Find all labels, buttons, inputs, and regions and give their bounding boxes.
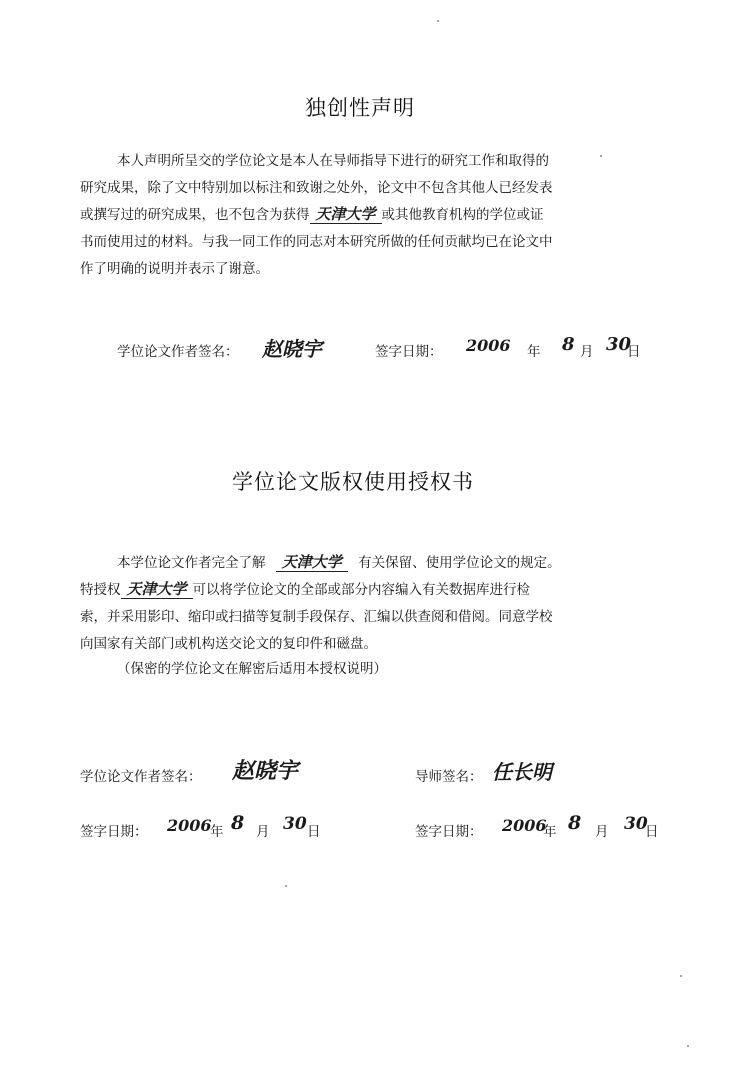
authorization-advisor-date-label: 签字日期： xyxy=(415,824,483,840)
authorization-line-1-text-a: 本学位论文作者完全了解 xyxy=(117,555,266,571)
authorization-university-handwritten-2: 天津大学 xyxy=(121,580,193,599)
declaration-author-signature: 赵晓宇 xyxy=(262,337,322,361)
authorization-author-month-char: 月 xyxy=(256,824,270,840)
authorization-line-2-text-b: 可以将学位论文的全部或部分内容编入有关数据库进行检 xyxy=(192,582,531,598)
authorization-author-date-label: 签字日期： xyxy=(80,824,148,840)
declaration-date-year: 2006 xyxy=(466,336,511,355)
declaration-date-label: 签字日期： xyxy=(375,344,443,360)
authorization-line-2 xyxy=(80,577,530,604)
authorization-body xyxy=(80,550,680,690)
authorization-advisor-label: 导师签名： xyxy=(415,769,483,785)
declaration-line-5: 作了明确的说明并表示了谢意。 xyxy=(80,261,269,277)
scan-speck xyxy=(285,885,287,887)
authorization-author-date-year: 2006 xyxy=(167,816,212,835)
declaration-university-handwritten: 天津大学 xyxy=(310,205,382,224)
declaration-author-label: 学位论文作者签名： xyxy=(117,344,239,360)
scan-speck xyxy=(680,975,682,977)
authorization-author-signature: 赵晓宇 xyxy=(232,758,299,784)
authorization-author-day-char: 日 xyxy=(307,824,321,840)
authorization-author-label: 学位论文作者签名： xyxy=(80,769,202,785)
declaration-line-4: 书而使用过的材料。与我一同工作的同志对本研究所做的任何贡献均已在论文中 xyxy=(80,234,553,250)
authorization-line-5: （保密的学位论文在解密后适用本授权说明） xyxy=(117,661,387,677)
declaration-line-3-text-b: 或其他教育机构的学位或证 xyxy=(381,207,544,223)
authorization-advisor-date-year: 2006 xyxy=(502,816,547,835)
authorization-line-3: 索，并采用影印、缩印或扫描等复制手段保存、汇编以供查阅和借阅。同意学校 xyxy=(80,609,553,625)
declaration-day-char: 日 xyxy=(627,344,641,360)
authorization-line-2-text-a: 特授权 xyxy=(80,582,121,598)
declaration-year-char: 年 xyxy=(527,344,541,360)
authorization-title: 学位论文版权使用授权书 xyxy=(232,470,474,494)
authorization-advisor-date-month: 8 xyxy=(568,812,582,834)
scan-speck xyxy=(600,155,602,157)
declaration-title: 独创性声明 xyxy=(305,96,415,120)
authorization-line-4: 向国家有关部门或机构送交论文的复印件和磁盘。 xyxy=(80,636,377,652)
authorization-advisor-year-char: 年 xyxy=(543,824,557,840)
declaration-line-3 xyxy=(80,202,544,229)
authorization-advisor-day-char: 日 xyxy=(645,824,659,840)
authorization-university-handwritten-1: 天津大学 xyxy=(276,553,348,572)
declaration-date-day: 30 xyxy=(606,334,632,355)
declaration-date-month: 8 xyxy=(562,334,575,355)
scan-speck xyxy=(687,1045,689,1047)
declaration-line-3-text-a: 或撰写过的研究成果，也不包含为获得 xyxy=(80,207,310,223)
authorization-advisor-month-char: 月 xyxy=(595,824,609,840)
declaration-line-2: 研究成果，除了文中特别加以标注和致谢之处外，论文中不包含其他人已经发表 xyxy=(80,180,553,196)
authorization-author-date-day: 30 xyxy=(283,814,307,834)
authorization-author-date-month: 8 xyxy=(231,812,245,834)
authorization-line-1-text-b: 有关保留、使用学位论文的规定。 xyxy=(358,555,561,571)
declaration-month-char: 月 xyxy=(580,344,594,360)
authorization-advisor-date-day: 30 xyxy=(624,814,648,834)
declaration-line-1: 本人声明所呈交的学位论文是本人在导师指导下进行的研究工作和取得的 xyxy=(117,153,549,169)
authorization-line-1 xyxy=(117,550,561,577)
scan-speck xyxy=(437,20,439,22)
authorization-author-year-char: 年 xyxy=(210,824,224,840)
declaration-body xyxy=(80,148,680,288)
authorization-advisor-signature: 任长明 xyxy=(492,760,552,784)
